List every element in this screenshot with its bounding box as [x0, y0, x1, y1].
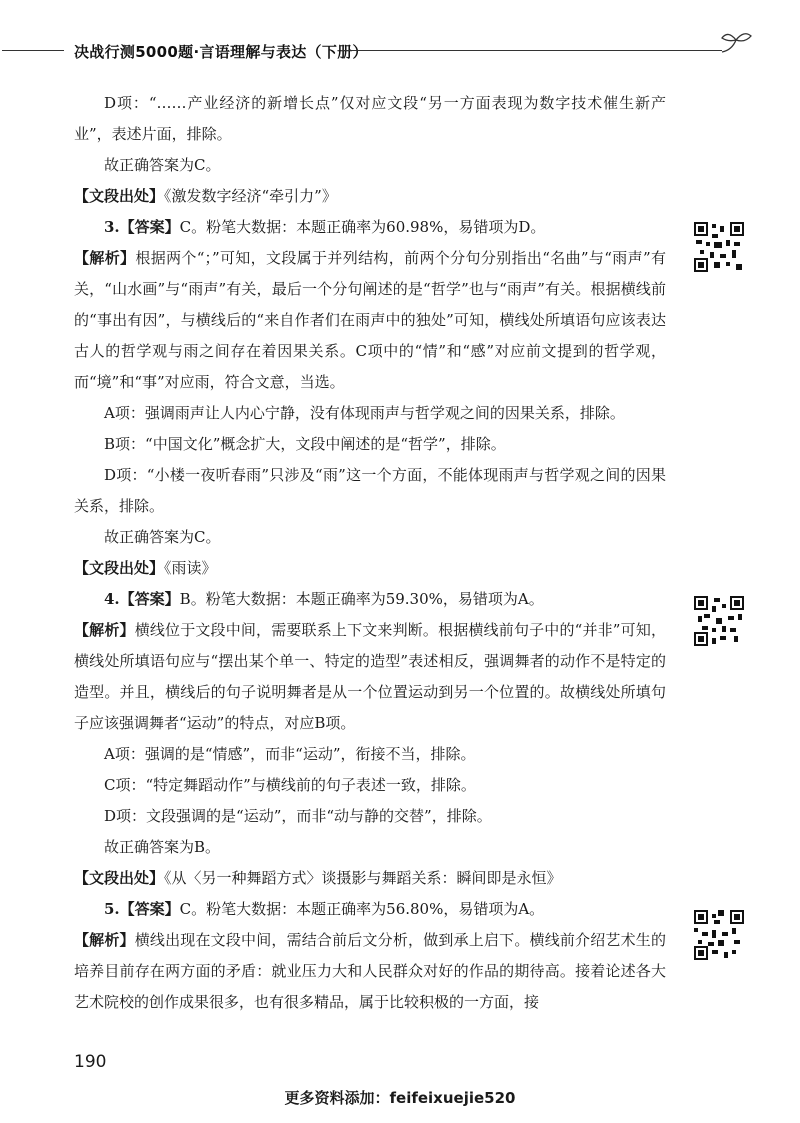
source-tag: 【文段出处】 [74, 869, 165, 887]
analysis-tag: 【解析】 [74, 249, 136, 267]
header-rule-left [2, 50, 64, 51]
source-tag: 【文段出处】 [74, 559, 165, 577]
header-rule-right [342, 50, 722, 51]
paragraph: 故正确答案为C。 [104, 528, 221, 546]
answer-tag: 5.【答案】 [104, 900, 180, 918]
answer-tag: 3.【答案】 [104, 218, 180, 236]
footer-note: 更多资料添加：feifeixuejie520 [284, 1089, 516, 1107]
analysis-paragraph: 【解析】横线位于文段中间，需要联系上下文来判断。根据横线前句子中的“并非”可知，横线处所填语句应与“摆出某个单一、特定的造型”表述相反，强调舞者的动作不是特定的造型。并且，横线后的句子说明舞者是从一个位置运动到另一个位置的。故横线处所填句子应该强调舞者“运动”的特点，对应B项。 [74, 621, 666, 732]
answer-line: 5.【答案】C。粉笔大数据：本题正确率为56.80%，易错项为A。 [104, 900, 545, 918]
sprout-icon [718, 30, 754, 64]
answer-tag: 4.【答案】 [104, 590, 180, 608]
analysis-tag: 【解析】 [74, 931, 135, 949]
qr-code-icon[interactable] [694, 222, 744, 272]
source-line: 【文段出处】《激发数字经济“牵引力”》 [74, 187, 337, 205]
paragraph: C项：“特定舞蹈动作”与横线前的句子表述一致，排除。 [104, 776, 476, 794]
qr-code-icon[interactable] [694, 596, 744, 646]
paragraph: D项：文段强调的是“运动”，而非“动与静的交替”，排除。 [104, 807, 492, 825]
page-header [0, 30, 800, 66]
paragraph: A项：强调的是“情感”，而非“运动”，衔接不当，排除。 [104, 745, 476, 763]
source-line: 【文段出处】《雨读》 [74, 559, 217, 577]
answer-line: 4.【答案】B。粉笔大数据：本题正确率为59.30%，易错项为A。 [104, 590, 544, 608]
paragraph: D项：“……产业经济的新增长点”仅对应文段“另一方面表现为数字技术催生新产业”，表述片面，排除。 [74, 94, 666, 143]
paragraph: B项：“中国文化”概念扩大，文段中阐述的是“哲学”，排除。 [104, 435, 506, 453]
paragraph: 故正确答案为B。 [104, 838, 221, 856]
page-number: 190 [74, 1052, 107, 1072]
answer-line: 3.【答案】C。粉笔大数据：本题正确率为60.98%，易错项为D。 [104, 218, 546, 236]
paragraph: 故正确答案为C。 [104, 156, 221, 174]
qr-code-icon[interactable] [694, 910, 744, 960]
analysis-paragraph: 【解析】横线出现在文段中间，需结合前后文分析，做到承上启下。横线前介绍艺术生的培养目前存在两方面的矛盾：就业压力大和人民群众对好的作品的期待高。接着论述各大艺术院校的创作成果很多，也有很多精品，属于比较积极的一方面，接 [74, 931, 666, 1011]
book-title: 决战行测5000题·言语理解与表达（下册） [74, 43, 368, 61]
analysis-paragraph: 【解析】根据两个“；”可知，文段属于并列结构，前两个分句分别指出“名曲”与“雨声”有关，“山水画”与“雨声”有关，最后一个分句阐述的是“哲学”也与“雨声”有关。根据横线前的“事出有因”，与横线后的“来自作者们在雨声中的独处”可知，横线处所填语句应该表达古人的哲学观与雨之间存在着因果关系。C项中的“情”和“感”对应前文提到的哲学观，而“境”和“事”对应雨，符合文意，当选。 [74, 249, 666, 391]
paragraph: D项：“小楼一夜听春雨”只涉及“雨”这一个方面，不能体现雨声与哲学观之间的因果关系，排除。 [74, 466, 666, 515]
answer-explanation-body [74, 88, 666, 1018]
source-line: 【文段出处】《从〈另一种舞蹈方式〉谈摄影与舞蹈关系：瞬间即是永恒》 [74, 869, 562, 887]
analysis-tag: 【解析】 [74, 621, 135, 639]
source-tag: 【文段出处】 [74, 187, 165, 205]
paragraph: A项：强调雨声让人内心宁静，没有体现雨声与哲学观之间的因果关系，排除。 [104, 404, 625, 422]
